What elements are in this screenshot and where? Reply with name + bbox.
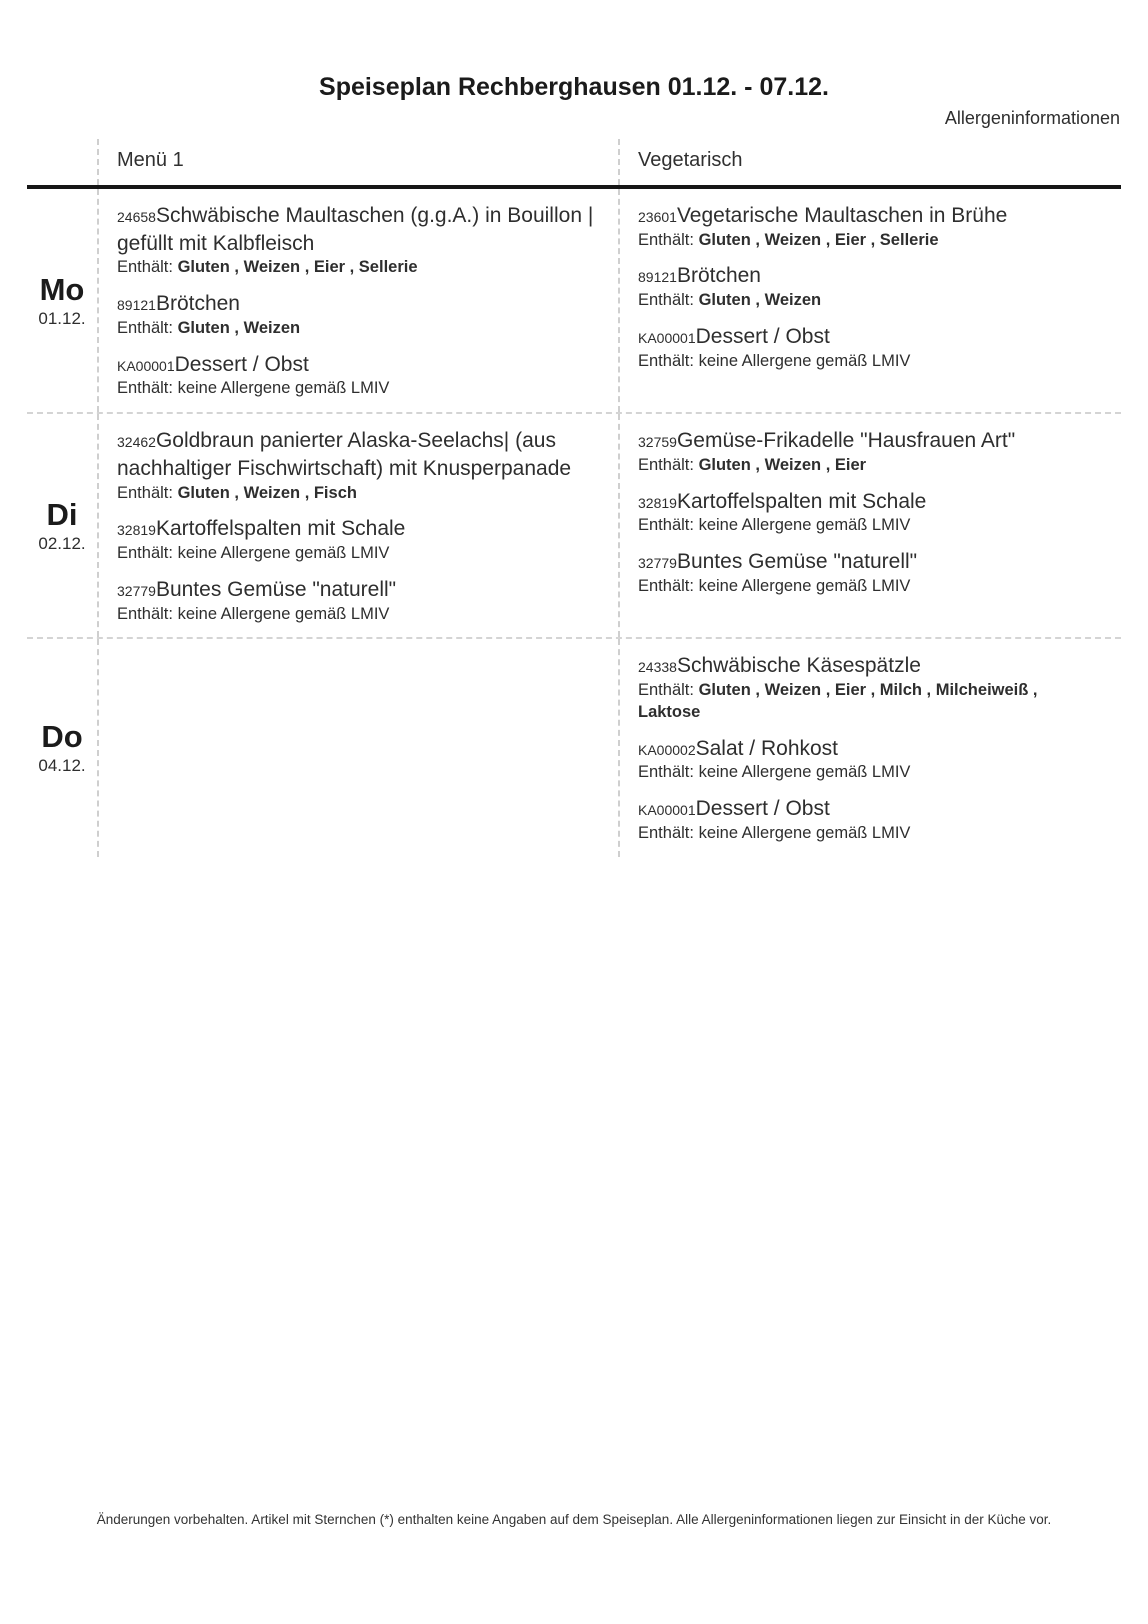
allergen-list: Gluten , Weizen <box>698 291 822 310</box>
allergen-line <box>638 680 1099 724</box>
item-code: KA00001 <box>638 329 696 346</box>
column-header-menu1: Menü 1 <box>97 139 618 185</box>
item-name: Brötchen <box>155 292 240 316</box>
contains-label: Enthält: <box>117 604 173 623</box>
contains-label: Enthält: <box>638 681 694 700</box>
item-name: Dessert / Obst <box>174 352 309 376</box>
item-name: Buntes Gemüse "naturell" <box>676 550 918 574</box>
day-abbr: Do <box>41 718 83 754</box>
allergen-list: Gluten , Weizen , Eier , Milch , Milcheiweiß , Laktose <box>638 681 1038 721</box>
allergen-line <box>117 378 596 400</box>
item-name: Kartoffelspalten mit Schale <box>155 517 406 541</box>
allergen-information-link[interactable]: Allergeninformationen <box>944 108 1120 128</box>
item-code: KA00002 <box>638 741 696 758</box>
menu-item <box>638 427 1099 476</box>
allergen-line <box>638 455 1099 477</box>
menu-item-title <box>638 488 1099 516</box>
item-code: 32759 <box>638 434 677 451</box>
allergen-list: keine Allergene gemäß LMIV <box>698 576 911 595</box>
menu-item <box>638 202 1099 251</box>
menu-item <box>117 202 596 279</box>
allergen-line <box>117 483 596 505</box>
menu-item-title <box>638 202 1099 230</box>
item-code: 32819 <box>117 522 156 539</box>
day-column-header <box>27 139 97 185</box>
menu-item <box>638 548 1099 597</box>
table-header-row <box>27 139 1121 189</box>
menu-item <box>638 488 1099 537</box>
menu-item-title <box>117 202 596 257</box>
menu-item-title <box>638 262 1099 290</box>
item-code: 32779 <box>117 582 156 599</box>
item-name: Schwäbische Maultaschen (g.g.A.) in Bouillon | gefüllt mit Kalbfleisch <box>117 204 594 255</box>
allergen-line <box>117 257 596 279</box>
allergen-line <box>638 576 1099 598</box>
item-name: Dessert / Obst <box>695 797 830 821</box>
item-code: 32779 <box>638 555 677 572</box>
contains-label: Enthält: <box>117 318 173 337</box>
allergen-line <box>117 543 596 565</box>
menu-item <box>638 262 1099 311</box>
allergen-list: keine Allergene gemäß LMIV <box>177 379 390 398</box>
allergen-list: keine Allergene gemäß LMIV <box>177 604 390 623</box>
contains-label: Enthält: <box>638 823 694 842</box>
menu-item <box>117 351 596 400</box>
menu1-cell <box>97 189 618 412</box>
item-code: 24338 <box>638 659 677 676</box>
allergen-list: Gluten , Weizen , Eier , Sellerie <box>698 230 939 249</box>
menu-item <box>117 427 596 504</box>
contains-label: Enthält: <box>117 258 173 277</box>
item-code: 89121 <box>117 297 156 314</box>
day-date: 01.12. <box>38 308 86 328</box>
menu-table <box>27 139 1121 857</box>
menu1-cell <box>97 414 618 637</box>
menu-item-title <box>117 351 596 379</box>
allergen-line <box>638 823 1099 845</box>
contains-label: Enthält: <box>638 576 694 595</box>
menu-item-title <box>117 290 596 318</box>
item-code: 23601 <box>638 209 677 225</box>
vegetarisch-cell <box>618 189 1121 412</box>
allergen-list: keine Allergene gemäß LMIV <box>698 823 911 842</box>
contains-label: Enthält: <box>638 763 694 782</box>
allergen-list: Gluten , Weizen , Eier <box>698 455 867 474</box>
item-code: 89121 <box>638 269 677 286</box>
menu-item-title <box>638 323 1099 351</box>
menu-item <box>117 576 596 625</box>
allergen-list: keine Allergene gemäß LMIV <box>698 351 911 370</box>
table-row-thursday <box>27 637 1121 856</box>
allergen-line <box>638 351 1099 373</box>
item-code: KA00001 <box>117 357 175 374</box>
item-code: 32819 <box>638 494 677 511</box>
item-name: Dessert / Obst <box>695 324 830 348</box>
menu-item-title <box>117 576 596 604</box>
allergen-line <box>117 318 596 340</box>
item-code: 32462 <box>117 434 156 451</box>
day-abbr: Di <box>46 496 78 532</box>
menu-item <box>638 795 1099 844</box>
item-name: Salat / Rohkost <box>695 736 839 760</box>
vegetarisch-cell <box>618 639 1121 856</box>
menu-item-title <box>638 735 1099 763</box>
item-name: Gemüse-Frikadelle "Hausfrauen Art" <box>676 429 1016 453</box>
allergen-line <box>117 604 596 626</box>
allergen-line <box>638 515 1099 537</box>
menu-item-title <box>638 427 1099 455</box>
menu-item <box>638 652 1099 723</box>
item-name: Kartoffelspalten mit Schale <box>676 489 927 513</box>
contains-label: Enthält: <box>117 379 173 398</box>
day-date: 04.12. <box>38 756 86 775</box>
day-cell <box>27 414 97 637</box>
page-title: Speiseplan Rechberghausen 01.12. - 07.12. <box>319 73 829 101</box>
menu-item-title <box>638 548 1099 576</box>
allergen-list: Gluten , Weizen <box>177 318 301 337</box>
menu-item <box>117 290 596 339</box>
allergen-list: keine Allergene gemäß LMIV <box>177 544 390 563</box>
day-cell <box>27 639 97 856</box>
table-row-tuesday <box>27 412 1121 637</box>
item-name: Brötchen <box>676 264 761 288</box>
allergen-line <box>638 762 1099 784</box>
menu-item-title <box>638 795 1099 823</box>
column-header-vegetarisch: Vegetarisch <box>618 139 1121 185</box>
menu-item <box>638 323 1099 372</box>
allergen-list: Gluten , Weizen , Eier , Sellerie <box>177 258 418 277</box>
contains-label: Enthält: <box>117 483 173 502</box>
vegetarisch-cell <box>618 414 1121 637</box>
day-date: 02.12. <box>38 533 86 553</box>
allergen-list: Gluten , Weizen , Fisch <box>177 483 357 502</box>
item-code: 24658 <box>117 209 156 225</box>
contains-label: Enthält: <box>638 230 694 249</box>
menu1-cell-empty <box>97 639 618 856</box>
allergen-line <box>638 290 1099 312</box>
contains-label: Enthält: <box>117 544 173 563</box>
footer-disclaimer: Änderungen vorbehalten. Artikel mit Sternchen (*) enthalten keine Angaben auf dem Speiseplan. Alle Allergeninformationen liegen zur Einsicht in der Küche vor. <box>96 1512 1052 1527</box>
contains-label: Enthält: <box>638 351 694 370</box>
menu-item-title <box>117 427 596 482</box>
allergen-line <box>638 230 1099 252</box>
menu-item-title <box>638 652 1099 680</box>
day-abbr: Mo <box>39 271 85 307</box>
contains-label: Enthält: <box>638 516 694 535</box>
item-code: KA00001 <box>638 802 696 819</box>
menu-item <box>638 735 1099 784</box>
item-name: Buntes Gemüse "naturell" <box>155 577 397 601</box>
table-row-monday <box>27 189 1121 412</box>
item-name: Vegetarische Maultaschen in Brühe <box>676 204 1008 227</box>
menu-item-title <box>117 515 596 543</box>
item-name: Goldbraun panierter Alaska-Seelachs| (aus nachhaltiger Fischwirtschaft) mit Knusperpanade <box>117 429 572 480</box>
contains-label: Enthält: <box>638 291 694 310</box>
day-cell <box>27 189 97 412</box>
menu-item <box>117 515 596 564</box>
allergen-list: keine Allergene gemäß LMIV <box>698 763 911 782</box>
contains-label: Enthält: <box>638 455 694 474</box>
item-name: Schwäbische Käsespätzle <box>676 654 921 678</box>
allergen-list: keine Allergene gemäß LMIV <box>698 516 911 535</box>
